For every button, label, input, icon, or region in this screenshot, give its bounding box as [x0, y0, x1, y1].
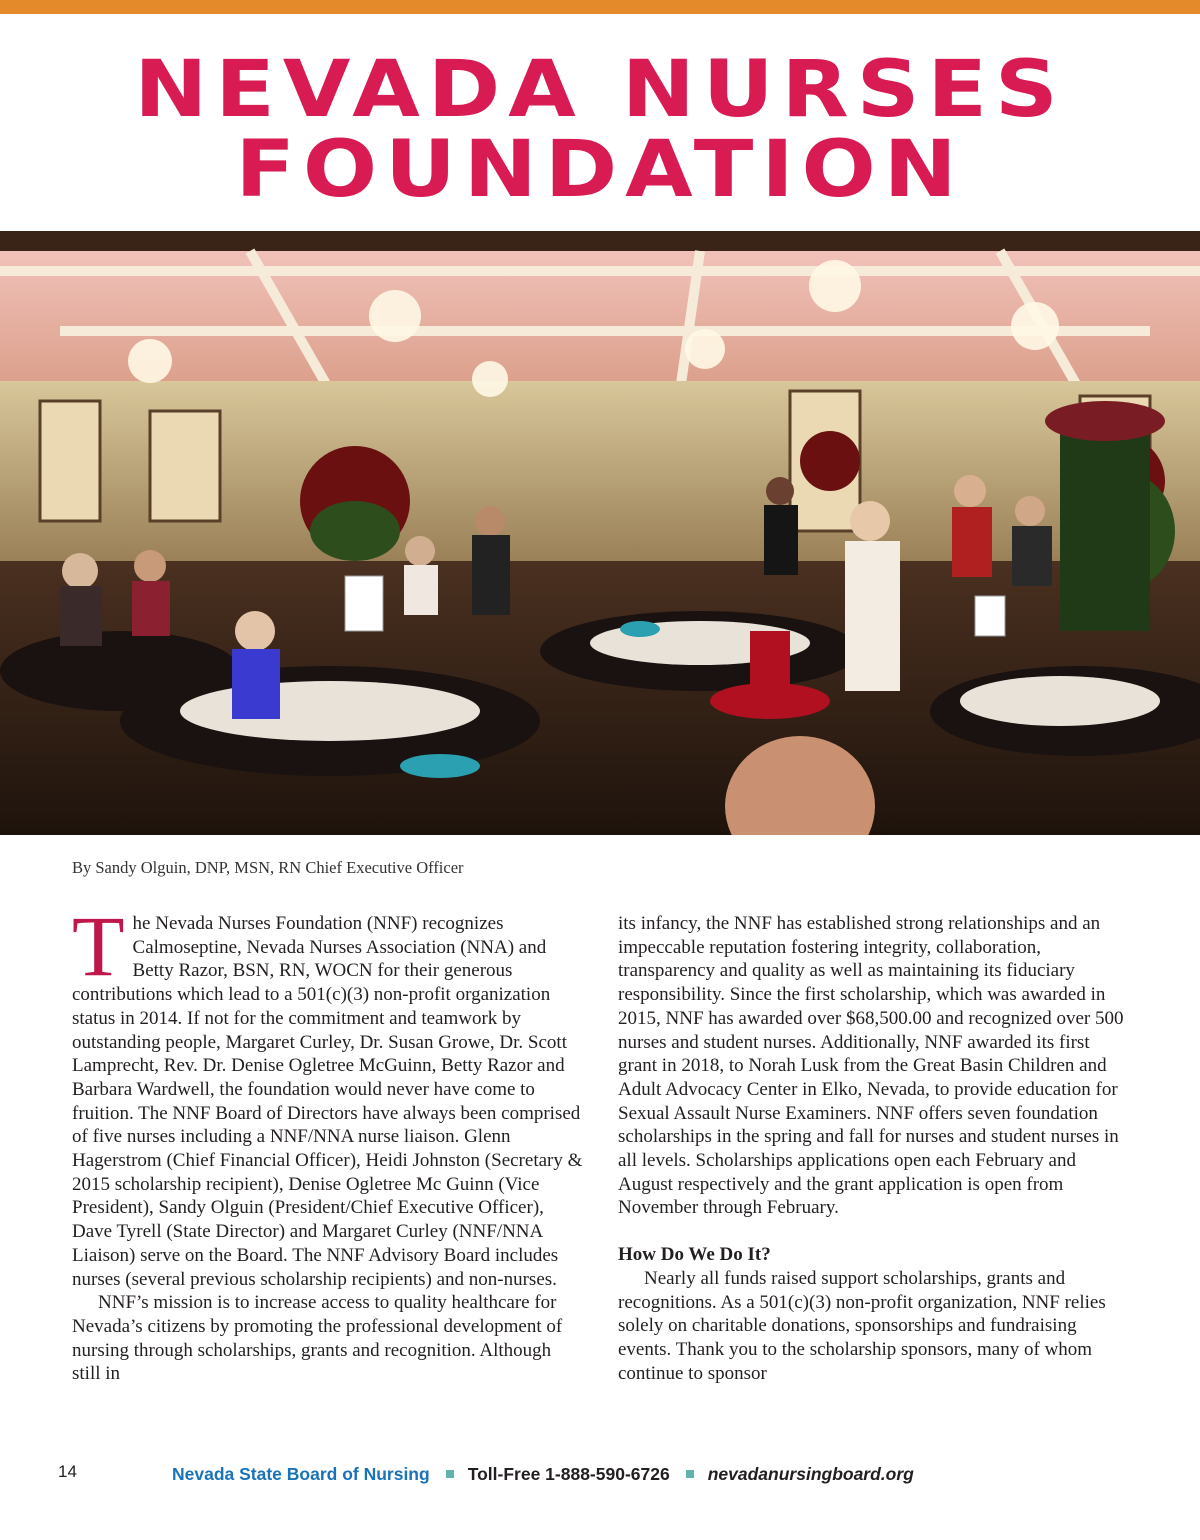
footer-separator-icon — [686, 1470, 694, 1478]
paragraph-mission: NNF’s mission is to increase access to quality healthcare for Nevada’s citizens by promoting the professional development of nursing through scholarships, grants and recognition. Although still in — [72, 1292, 563, 1385]
title-line-2: FOUNDATION — [235, 125, 965, 215]
page-footer — [0, 1460, 1200, 1490]
top-accent-bar — [0, 0, 1200, 14]
paragraph-funding: Nearly all funds raised support scholarships, grants and recognitions. As a 501(c)(3) non-profit organization, NNF relies solely on charitable donations, sponsorships and fundraising events. Thank you to the scholarship sponsors, many of whom continue to sponsor — [618, 1267, 1106, 1384]
footer-website[interactable]: nevadanursingboard.org — [707, 1464, 914, 1484]
article-column-right — [618, 912, 1130, 1385]
drop-cap: T — [72, 898, 125, 994]
article-column-left — [72, 898, 584, 1386]
page-number: 14 — [58, 1462, 77, 1481]
event-photo — [0, 231, 1200, 835]
footer-line — [172, 1464, 914, 1485]
footer-org-name: Nevada State Board of Nursing — [172, 1464, 430, 1484]
footer-phone: Toll-Free 1-888-590-6726 — [467, 1464, 670, 1484]
paragraph-intro-text: he Nevada Nurses Foundation (NNF) recognizes Calmoseptine, Nevada Nurses Association (NNA) and Betty Razor, BSN, RN, WOCN for their generous contributions which lead to a 501(c)(3) non-profit organization status in 2014. If not for the commitment and teamwork by outstanding people, Margaret Curley, Dr. Susan Growe, Dr. Scott Lamprecht, Rev. Dr. Denise Ogletree McGuinn, Betty Razor and Barbara Wardwell, the foundation would never have come to fruition. The NNF Board of Directors have always been comprised of five nurses including a NNF/NNA nurse liaison. Glenn Hagerstrom (Chief Financial Officer), Heidi Johnston (Secretary & 2015 scholarship recipient), Denise Ogletree Mc Guinn (Vice President), Sandy Olguin (President/Chief Executive Officer), Dave Tyrell (State Director) and Margaret Curley (NNF/NNA Liaison) serve on the Board. The NNF Advisory Board includes nurses (several previous scholarship recipients) and non-nurses. — [72, 913, 583, 1290]
section-heading: How Do We Do It? — [618, 1244, 771, 1266]
byline: By Sandy Olguin, DNP, MSN, RN Chief Executive Officer — [72, 858, 464, 877]
page-title — [0, 45, 1200, 215]
title-line-1: NEVADA NURSES — [134, 45, 1066, 135]
paragraph-history: its infancy, the NNF has established strong relationships and an impeccable reputation fostering integrity, collaboration, transparency and quality as well as maintaining its fiduciary responsibility. Since the first scholarship, which was awarded in 2015, NNF has awarded over $68,500.00 and recognized over 500 nurses and student nurses. Additionally, NNF awarded its first grant in 2018, to Norah Lusk from the Great Basin Children and Adult Advocacy Center in Elko, Nevada, to provide education for Sexual Assault Nurse Examiners. NNF offers seven foundation scholarships in the spring and fall for nurses and student nurses in all levels. Scholarships applications open each February and August respectively and the grant application is open from November through February. — [618, 913, 1124, 1219]
paragraph-intro — [72, 898, 584, 1291]
footer-separator-icon — [446, 1470, 454, 1478]
